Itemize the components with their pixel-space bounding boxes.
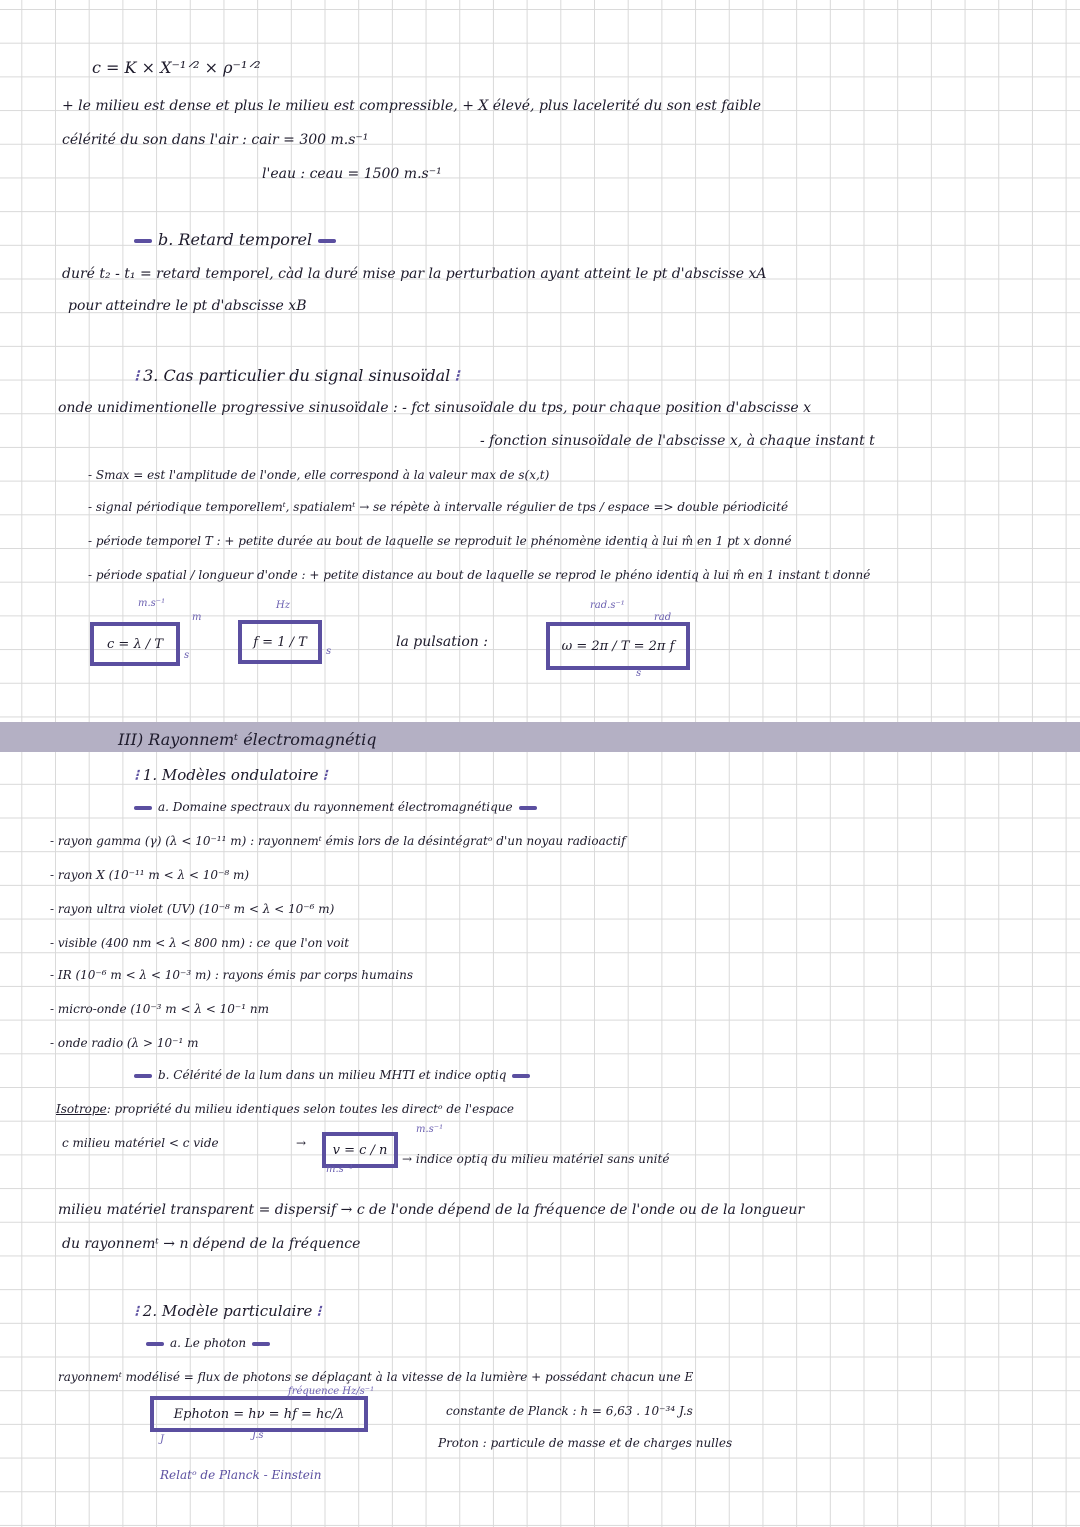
retard-line-1: duré t₂ - t₁ = retard temporel, càd la duré mise par la perturbation ayant atteint le pt d'abscisse xA [62, 266, 767, 282]
air-celerity: célérité du son dans l'air : cair = 300 m.s⁻¹ [62, 132, 369, 148]
formula-box-omega: ω = 2π / T = 2π f [546, 622, 690, 670]
box-w-unit-s: s [636, 668, 642, 679]
domain-item: - rayon ultra violet (UV) (10⁻⁸ m < λ < 10⁻⁶ m) [50, 902, 335, 916]
sparkle-icon: ⁝ [134, 366, 140, 385]
formula-box-f: f = 1 / T [238, 620, 322, 664]
domain-item: - rayon gamma (γ) (λ < 10⁻¹¹ m) : rayonnemᵗ émis lors de la désintégratᵒ d'un noyau radioactif [50, 834, 626, 848]
celerity-formula: c = K × X⁻¹ᐟ² × ρ⁻¹ᐟ² [92, 58, 261, 77]
isotrope-text: : propriété du milieu identiques selon toutes les directᵒ de l'espace [106, 1102, 514, 1116]
box-w-unit-rad: rad [654, 612, 672, 623]
sinus-bullet: - période spatial / longueur d'onde : + petite distance au bout de laquelle se reprod le phéno identiq à lui m̂ en 1 instant t donné [88, 568, 871, 582]
model-1-text: 1. Modèles ondulatoire [142, 766, 319, 784]
sinus-bullet: - période temporel T : + petite durée au bout de laquelle se reproduit le phénomène identiq à lui m̂ en 1 pt x donné [88, 534, 792, 548]
model-2-heading [130, 1302, 325, 1320]
retard-heading [128, 230, 342, 249]
sinus-bullet: - Smax = est l'amplitude de l'onde, elle correspond à la valeur max de s(x,t) [88, 468, 550, 482]
heading-dash-left [134, 239, 152, 243]
planck-einstein-caption: Relatᵒ de Planck - Einstein [160, 1468, 322, 1482]
box-e-unit-js: J.s [252, 1430, 264, 1441]
water-celerity: l'eau : ceau = 1500 m.s⁻¹ [262, 166, 442, 182]
model-1-heading [130, 766, 331, 784]
isotrope-definition [56, 1102, 514, 1116]
c-milieu: c milieu matériel < c vide [62, 1136, 219, 1150]
photon-line: rayonnemᵗ modélisé = flux de photons se déplaçant à la vitesse de la lumière + possédant chacun une E [58, 1370, 694, 1384]
domain-heading-text: a. Domaine spectraux du rayonnement électromagnétique [158, 800, 513, 814]
sparkle-icon: ⁝ [134, 1302, 139, 1320]
domain-heading [128, 800, 543, 814]
box-c-unit-s: s [184, 650, 190, 661]
sparkle-icon: ⁝ [316, 1302, 322, 1320]
pulsation-label: la pulsation : [396, 634, 488, 650]
planck-constant: constante de Planck : h = 6,63 . 10⁻³⁴ J.s [446, 1404, 693, 1418]
heading-dash-left [134, 1074, 152, 1078]
heading-dash-right [252, 1342, 270, 1346]
box-e-unit-j: J [160, 1434, 165, 1445]
heading-dash-right [512, 1074, 530, 1078]
domain-item: - visible (400 nm < λ < 800 nm) : ce que l'on voit [50, 936, 350, 950]
sinus-line-2: - fonction sinusoïdale de l'abscisse x, à chaque instant t [480, 433, 875, 449]
celerite-heading-text: b. Célérité de la lum dans un milieu MHTI et indice optiq [158, 1068, 507, 1082]
sinus-heading-text: 3. Cas particulier du signal sinusoïdal [143, 366, 451, 385]
domain-item: - onde radio (λ > 10⁻¹ m [50, 1036, 199, 1050]
dispersif-line-1: milieu matériel transparent = dispersif → c de l'onde dépend de la fréquence de l'onde ou de la longueur [58, 1202, 805, 1218]
model-2-text: 2. Modèle particulaire [142, 1302, 313, 1320]
sparkle-icon: ⁝ [454, 366, 460, 385]
box-v-unit-top: m.s⁻¹ [416, 1124, 444, 1135]
box-c-unit-top: m.s⁻¹ [138, 598, 166, 609]
heading-dash-right [519, 806, 537, 810]
photon-heading [140, 1336, 276, 1350]
box-c-unit-m: m [192, 612, 202, 623]
formula-box-c: c = λ / T [90, 622, 180, 666]
heading-dash-left [146, 1342, 164, 1346]
box-f-unit-top: Hz [276, 600, 290, 611]
isotrope-label: Isotrope [56, 1102, 107, 1116]
heading-dash-right [318, 239, 336, 243]
domain-item: - rayon X (10⁻¹¹ m < λ < 10⁻⁸ m) [50, 868, 250, 882]
sparkle-icon: ⁝ [134, 766, 139, 784]
retard-line-2: pour atteindre le pt d'abscisse xB [68, 298, 307, 314]
celerite-heading [128, 1068, 536, 1082]
retard-heading-text: b. Retard temporel [158, 230, 313, 249]
sparkle-icon: ⁝ [322, 766, 328, 784]
domain-item: - IR (10⁻⁶ m < λ < 10⁻³ m) : rayons émis par corps humains [50, 968, 414, 982]
domain-item: - micro-onde (10⁻³ m < λ < 10⁻¹ nm [50, 1002, 269, 1016]
indice-note: → indice optiq du milieu matériel sans unité [402, 1152, 670, 1166]
sinus-bullet: - signal périodique temporellemᵗ, spatialemᵗ → se répète à intervalle régulier de tps / espace => double périodicité [88, 500, 789, 514]
dispersif-line-2: du rayonnemᵗ → n dépend de la fréquence [62, 1236, 361, 1252]
formula-box-v: v = c / n [322, 1132, 398, 1168]
section-3-heading: III) Rayonnemᵗ électromagnétiq [118, 730, 377, 749]
box-w-unit-top: rad.s⁻¹ [590, 600, 625, 611]
formula-box-photon-energy: Ephoton = hν = hf = hc/λ [150, 1396, 368, 1432]
arrow-icon: → [296, 1136, 307, 1150]
box-e-unit-top: fréquence Hz/s⁻¹ [288, 1386, 375, 1397]
density-note: + le milieu est dense et plus le milieu est compressible, + X élevé, plus lacelerité du son est faible [62, 98, 762, 114]
heading-dash-left [134, 806, 152, 810]
box-f-unit-s: s [326, 646, 332, 657]
photon-heading-text: a. Le photon [170, 1336, 247, 1350]
sinus-line-1: onde unidimentionelle progressive sinusoïdale : - fct sinusoïdale du tps, pour chaque position d'abscisse x [58, 400, 812, 416]
box-v-unit-bottom: m.s⁻¹ [326, 1164, 354, 1175]
sinus-heading [130, 366, 463, 385]
proton-note: Proton : particule de masse et de charges nulles [438, 1436, 733, 1450]
